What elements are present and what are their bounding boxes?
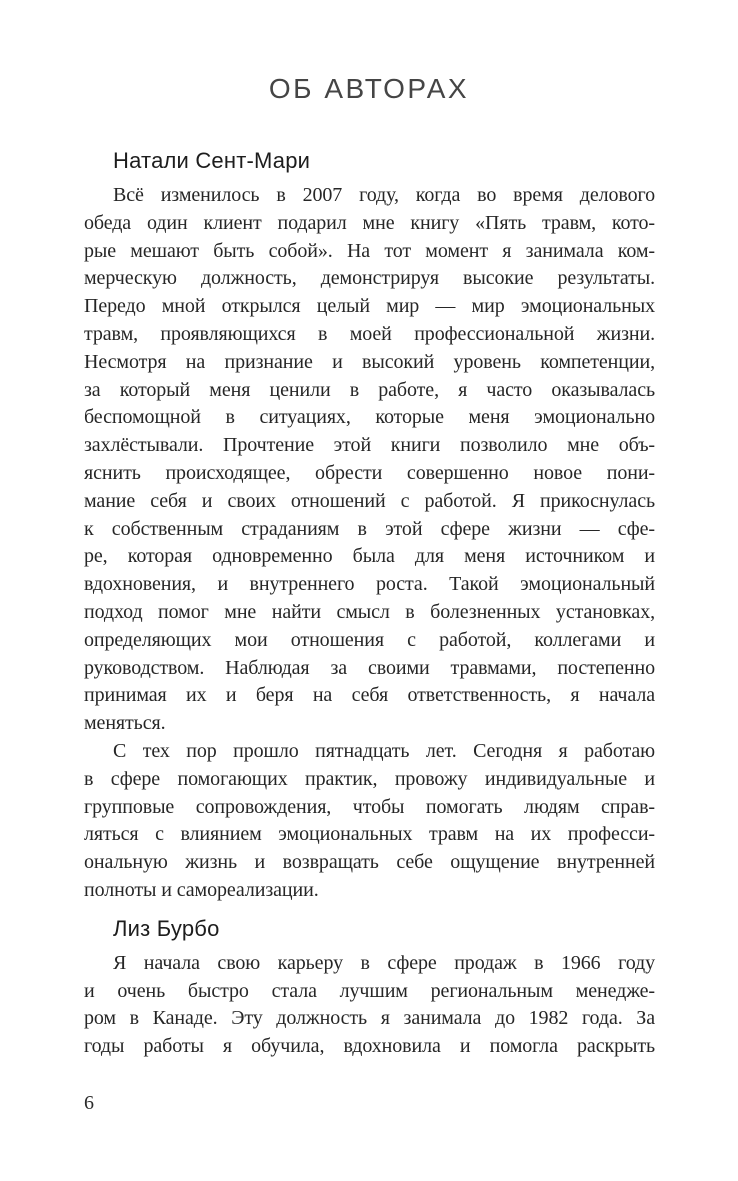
author-section: [84, 146, 655, 905]
paragraph: [84, 182, 655, 738]
paragraph: [84, 738, 655, 905]
text-line: Всё изменилось в 2007 году, когда во время делового: [113, 184, 655, 206]
text-line: ональную жизнь и возвращать себе ощущение внутренней: [84, 851, 655, 874]
text-line: мерческую должность, демонстрируя высокие результаты.: [84, 267, 655, 290]
text-line: беспомощной в ситуациях, которые меня эмоционально: [84, 406, 655, 429]
text-line: обеда один клиент подарил мне книгу «Пять травм, кото-: [84, 211, 655, 234]
text-line: к собственным страданиям в этой сфере жизни — сфе-: [84, 517, 655, 540]
text-line: травм, проявляющихся в моей профессиональной жизни.: [84, 322, 655, 345]
text-line: Передо мной открылся целый мир — мир эмоциональных: [84, 295, 655, 318]
text-line: ре, которая одновременно была для меня источником и: [84, 545, 655, 568]
page-title: ОБ АВТОРАХ: [268, 73, 470, 104]
text-line: групповые сопровождения, чтобы помогать людям справ-: [84, 795, 655, 818]
page-number: 6: [84, 1092, 94, 1114]
text-line: в сфере помогающих практик, провожу индивидуальные и: [84, 767, 655, 790]
text-line: годы работы я обучила, вдохновила и помогла раскрыть: [84, 1035, 655, 1058]
text-line: и очень быстро стала лучшим региональным менедже-: [84, 979, 655, 1002]
text-line: подход помог мне найти смысл в болезненных установках,: [84, 600, 655, 623]
author-heading: Натали Сент-Мари: [113, 148, 311, 173]
text-line: рые мешают быть собой». На тот момент я занимала ком-: [84, 239, 655, 262]
text-line: Я начала свою карьеру в сфере продаж в 1966 году: [113, 951, 655, 974]
text-line: определяющих мои отношения с работой, коллегами и: [84, 628, 655, 651]
text-line: мание себя и своих отношений с работой. Я прикоснулась: [84, 489, 655, 512]
text-line: захлёстывали. Прочтение этой книги позволило мне объ-: [84, 434, 655, 457]
text-line: меняться.: [84, 712, 166, 735]
author-heading: Лиз Бурбо: [113, 915, 220, 941]
text-line: С тех пор прошло пятнадцать лет. Сегодня я работаю: [113, 739, 655, 762]
text-line: Несмотря на признание и высокий уровень компетенции,: [84, 350, 655, 373]
text-line: яснить происходящее, обрести совершенно новое пони-: [84, 461, 655, 484]
text-line: за который меня ценили в работе, я часто оказывалась: [84, 378, 655, 401]
author-section: [84, 914, 655, 1061]
text-line: полноты и самореализации.: [84, 878, 319, 901]
text-line: ром в Канаде. Эту должность я занимала до 1982 года. За: [84, 1007, 655, 1030]
text-line: вдохновения, и внутреннего роста. Такой эмоциональный: [84, 573, 655, 596]
paragraph: [84, 950, 655, 1061]
text-line: принимая их и беря на себя ответственность, я начала: [84, 684, 655, 707]
about-authors-content: [84, 146, 655, 1061]
text-line: ляться с влиянием эмоциональных травм на их професси-: [84, 823, 655, 846]
text-line: руководством. Наблюдая за своими травмами, постепенно: [84, 656, 655, 679]
